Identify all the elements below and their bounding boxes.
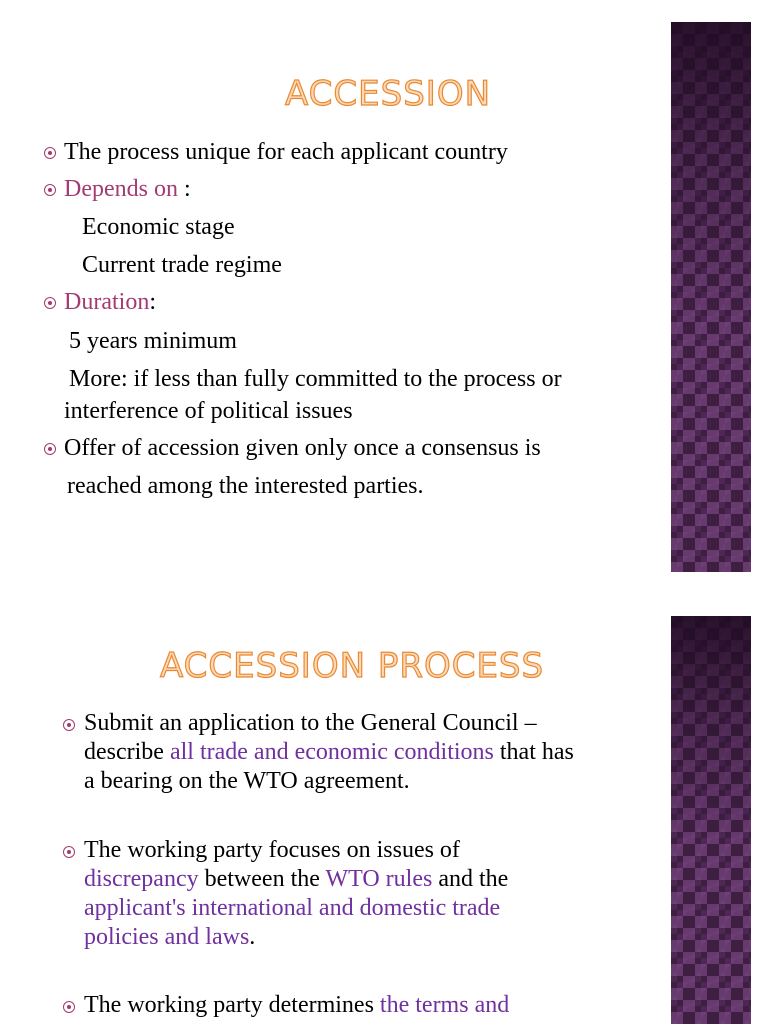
sub-item-more-line1: More: if less than fully committed to the process or <box>69 366 562 392</box>
bullet-determines-line1 <box>84 991 509 1020</box>
slide-title: ACCESSION <box>285 74 492 114</box>
bullet-icon <box>44 297 56 309</box>
sub-item-economic-stage: Economic stage <box>82 214 235 240</box>
bullet-submit-line1: Submit an application to the General Council – <box>84 710 537 736</box>
bullet-icon <box>63 1001 75 1013</box>
bullet-offer-line1: Offer of accession given only once a consensus is <box>64 435 541 461</box>
bullet-icon <box>63 719 75 731</box>
bullet-text: : <box>177 176 191 202</box>
decorative-side-band <box>671 616 751 1024</box>
highlight-policies-laws: policies and laws <box>84 924 250 950</box>
bullet-submit-line2 <box>84 738 574 767</box>
bullet-text: describe <box>84 739 170 765</box>
sub-item-five-years: 5 years minimum <box>69 328 237 354</box>
highlight-terms: the terms and <box>379 992 510 1018</box>
highlight-discrepancy: discrepancy <box>84 866 199 892</box>
bullet-process-unique <box>64 137 508 167</box>
slide-accession-process <box>0 596 768 1024</box>
highlight-wto-rules: WTO rules <box>325 866 433 892</box>
bullet-text: The process unique for each applicant country <box>64 139 508 165</box>
bullet-text: that has <box>493 739 574 765</box>
bullet-submit-line3: a bearing on the WTO agreement. <box>84 768 410 794</box>
sub-item-more-line2: interference of political issues <box>64 398 353 424</box>
bullet-text: . <box>249 924 256 950</box>
bullet-text: and the <box>432 866 509 892</box>
bullet-icon <box>63 846 75 858</box>
bullet-depends-on <box>64 174 191 204</box>
bullet-text: The working party determines <box>84 992 380 1018</box>
bullet-duration <box>64 287 156 317</box>
bullet-icon <box>44 443 56 455</box>
slide-title: ACCESSION PROCESS <box>160 646 545 686</box>
bullet-working-party-line3: applicant's international and domestic trade <box>84 895 501 921</box>
highlight-trade-conditions: all trade and economic conditions <box>169 739 494 765</box>
bullet-working-party-line2 <box>84 865 508 894</box>
highlight-duration: Duration <box>64 289 150 315</box>
bullet-icon <box>44 147 56 159</box>
decorative-side-band <box>671 22 751 572</box>
sub-item-trade-regime: Current trade regime <box>82 252 282 278</box>
highlight-depends-on: Depends on <box>64 176 178 202</box>
bullet-working-party-line4 <box>84 923 255 952</box>
bullet-icon <box>44 184 56 196</box>
bullet-offer-line2: reached among the interested parties. <box>67 473 424 499</box>
bullet-text: between the <box>198 866 326 892</box>
bullet-text: : <box>149 289 156 315</box>
bullet-working-party-line1: The working party focuses on issues of <box>84 837 460 863</box>
